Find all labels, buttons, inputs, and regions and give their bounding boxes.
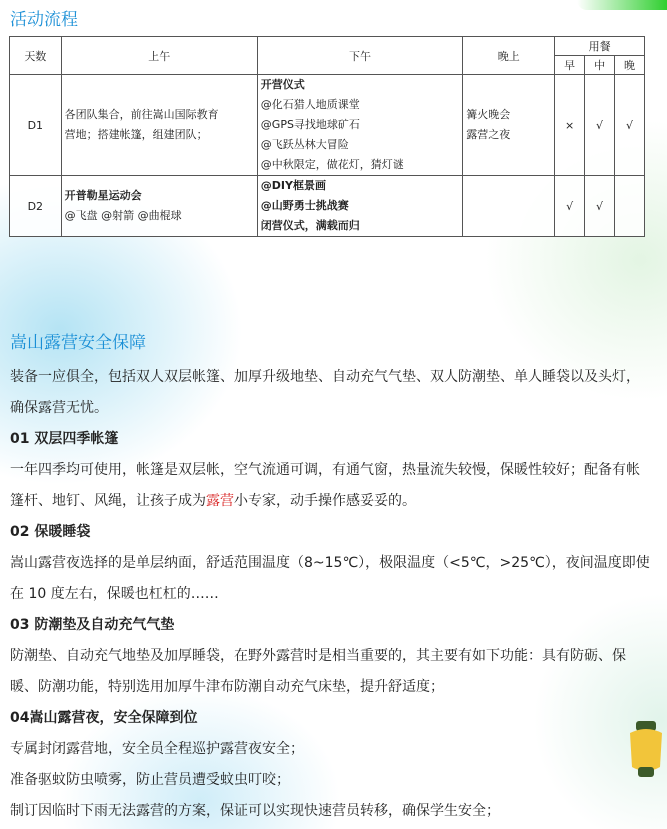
- section-4-line: 制订因临时下雨无法露营的方案，保证可以实现快速营员转移，确保学生安全；: [10, 803, 500, 819]
- cell-lunch: √: [585, 176, 615, 237]
- section-3-title: 03 防潮垫及自动充气气垫: [10, 617, 175, 633]
- header-evening: 晚上: [463, 37, 555, 75]
- table-header-row: [10, 37, 645, 56]
- safety-title: 嵩山露营安全保障: [10, 333, 146, 353]
- top-accent-bar: [577, 0, 667, 10]
- section-1-text: [10, 455, 650, 517]
- schedule-table: [9, 36, 645, 237]
- pm-line: @GPS寻找地球矿石: [260, 118, 360, 131]
- cell-evening: [463, 176, 555, 237]
- cell-dinner: [615, 176, 645, 237]
- pm-line: @山野勇士挑战赛: [260, 199, 349, 212]
- pm-line: @中秋限定，做花灯，猜灯谜: [260, 158, 404, 171]
- pm-line: @化石猎人地质课堂: [260, 98, 360, 111]
- section-1-text-b: 小专家，动手操作感妥妥的。: [234, 493, 416, 509]
- cell-evening: [463, 75, 555, 176]
- section-2-title: 02 保暖睡袋: [10, 524, 91, 540]
- cell-pm: [257, 176, 462, 237]
- cell-day: D2: [10, 176, 62, 237]
- am-line: 开普勒星运动会: [64, 189, 142, 202]
- cell-dinner: √: [615, 75, 645, 176]
- section-2-text: 嵩山露营夜选择的是单层纳面，舒适范围温度（8~15℃），极限温度（<5℃，>25℃），夜间温度即使在 10 度左右，保暖也杠杠的……: [10, 555, 650, 602]
- am-line: 各团队集合，前往嵩山国际教育: [64, 108, 219, 121]
- section-4-title: 04嵩山露营夜，安全保障到位: [10, 710, 198, 726]
- lantern-base: [638, 767, 654, 777]
- section-1-text-a: 一年四季均可使用，帐篷是双层帐，空气流通可调，有通气窗，热量流失较慢，保暖性较好；配备有帐篷杆、地钉、风绳，让孩子成为: [10, 462, 640, 509]
- header-am: 上午: [61, 37, 257, 75]
- highlight-word: 露营: [206, 493, 234, 509]
- am-line: 营地；搭建帐篷，组建团队；: [64, 128, 208, 141]
- header-pm: 下午: [257, 37, 462, 75]
- cell-day: D1: [10, 75, 62, 176]
- evening-line: 露营之夜: [466, 128, 511, 141]
- cell-pm: [257, 75, 462, 176]
- section-4-line: 专属封闭露营地，安全员全程巡护露营夜安全；: [10, 741, 304, 757]
- pm-line: 开营仪式: [260, 78, 305, 91]
- lantern-icon: [622, 715, 667, 785]
- header-day: 天数: [10, 37, 62, 75]
- header-breakfast: 早: [555, 56, 585, 75]
- cell-am: [61, 75, 257, 176]
- table-row: [10, 176, 645, 237]
- am-line: @飞盘 @射箭 @曲棍球: [64, 209, 182, 222]
- cell-breakfast: √: [555, 176, 585, 237]
- cell-am: [61, 176, 257, 237]
- header-dinner: 晚: [615, 56, 645, 75]
- section-3-text: 防潮垫、自动充气地垫及加厚睡袋，在野外露营时是相当重要的，其主要有如下功能：具有防砺、保暖、防潮功能，特别选用加厚牛津布防潮自动充气床垫，提升舒适度；: [10, 648, 626, 695]
- schedule-title: 活动流程: [10, 10, 78, 30]
- evening-line: 篝火晚会: [466, 108, 511, 121]
- table-row: [10, 75, 645, 176]
- section-1-title: 01 双层四季帐篷: [10, 431, 119, 447]
- lantern-body: [630, 729, 662, 771]
- header-lunch: 中: [585, 56, 615, 75]
- pm-line: @飞跃丛林大冒险: [260, 138, 349, 151]
- cell-lunch: √: [585, 75, 615, 176]
- pm-line: @DIY框景画: [260, 179, 326, 192]
- pm-line: 闭营仪式，满载而归: [260, 219, 360, 232]
- intro-paragraph: 装备一应俱全，包括双人双层帐篷、加厚升级地垫、自动充气气垫、双人防潮垫、单人睡袋以及头灯，确保露营无忧。: [10, 369, 640, 416]
- header-meals: 用餐: [555, 37, 645, 56]
- cell-breakfast: ×: [555, 75, 585, 176]
- section-4-line: 准备驱蚊防虫喷雾，防止营员遭受蚊虫叮咬；: [10, 772, 290, 788]
